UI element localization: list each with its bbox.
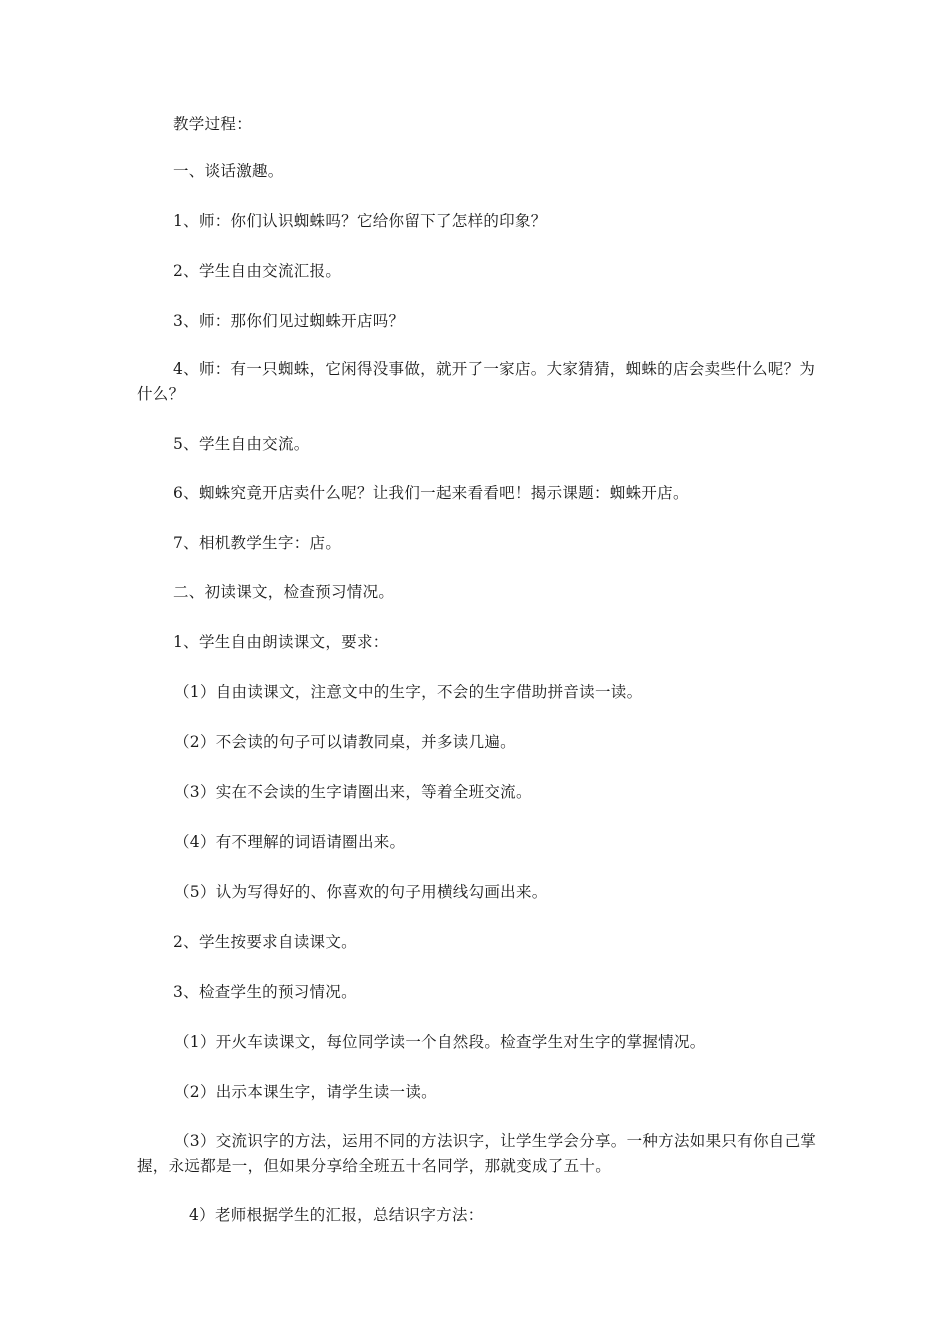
section-heading-1: 一、谈话激趣。 [173, 162, 284, 180]
paragraph-item: 2、学生按要求自读课文。 [173, 933, 357, 951]
list-item: （4）有不理解的词语请圈出来。 [174, 833, 406, 851]
list-item: （2）不会读的句子可以请教同桌，并多读几遍。 [174, 733, 516, 751]
list-item: （5）认为写得好的、你喜欢的句子用横线勾画出来。 [174, 883, 548, 901]
list-item: 4）老师根据学生的汇报，总结识字方法： [189, 1206, 484, 1224]
paragraph-item: 2、学生自由交流汇报。 [173, 262, 342, 280]
paragraph-item: 7、相机教学生字：店。 [173, 534, 342, 552]
paragraph-item: 3、检查学生的预习情况。 [173, 983, 357, 1001]
section-heading-process: 教学过程： [173, 115, 253, 133]
paragraph-item: 6、蜘蛛究竟开店卖什么呢？让我们一起来看看吧！揭示课题：蜘蛛开店。 [173, 484, 689, 502]
paragraph-item: 1、学生自由朗读课文，要求： [173, 633, 389, 651]
list-item: （2）出示本课生字，请学生读一读。 [174, 1083, 437, 1101]
list-item: （1）开火车读课文，每位同学读一个自然段。检查学生对生字的掌握情况。 [174, 1033, 706, 1051]
list-item: （1）自由读课文，注意文中的生字，不会的生字借助拼音读一读。 [174, 683, 643, 701]
list-item: （3）交流识字的方法，运用不同的方法识字，让学生学会分享。一种方法如果只有你自己掌握，永远都是一，但如果分享给全班五十名同学，那就变成了五十。 [137, 1132, 817, 1175]
section-heading-2: 二、初读课文，检查预习情况。 [173, 583, 395, 601]
paragraph-item: 3、师：那你们见过蜘蛛开店吗？ [173, 312, 405, 330]
paragraph-item: 5、学生自由交流。 [173, 435, 310, 453]
paragraph-item: 4、师：有一只蜘蛛，它闲得没事做，就开了一家店。大家猜猜，蜘蛛的店会卖些什么呢？为什么？ [137, 360, 816, 403]
list-item: （3）实在不会读的生字请圈出来，等着全班交流。 [174, 783, 532, 801]
paragraph-item: 1、师：你们认识蜘蛛吗？它给你留下了怎样的印象？ [173, 212, 547, 230]
